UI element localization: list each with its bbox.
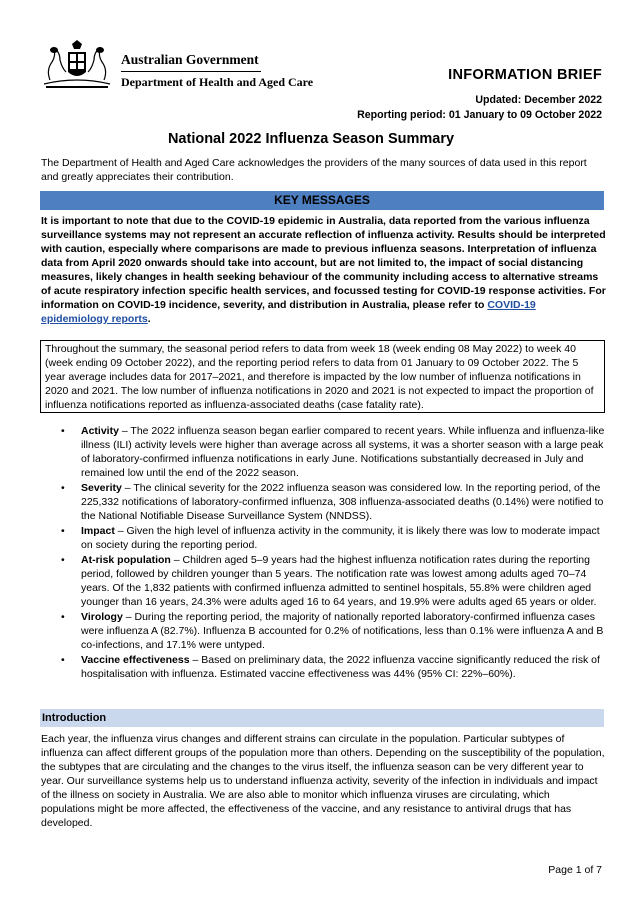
wordmark-rule (121, 71, 261, 72)
updated-date: Updated: December 2022 (475, 94, 602, 106)
bullet-label: Activity (81, 425, 119, 437)
bullet-label: Virology (81, 611, 123, 623)
page-number: Page 1 of 7 (548, 864, 602, 876)
key-messages-end: . (147, 313, 151, 325)
key-messages-heading: KEY MESSAGES (40, 191, 604, 210)
bullet-text: – The clinical severity for the 2022 influenza season was considered low. In the reporting period, of the 225,332 notifications of laboratory-confirmed influenza, 308 influenza-associated deaths (0.14%) were notified to the National Notifiable Disease Surveillance System (NNDSS). (81, 482, 604, 522)
bullet-icon: • (61, 482, 65, 494)
bullet-label: Impact (81, 525, 115, 537)
bullet-icon: • (61, 611, 65, 623)
introduction-text: Each year, the influenza virus changes and different strains can circulate in the population. Particular subtypes of influenza can affect different groups of the population more than others. Depending on the susceptibility of the population, the subtypes that are circulating and the changes to the virus itself, the influenza season can be very different year to year. Our surveillance systems help us to understand influenza activity, severity of the infection in individuals and impact of the illness on society in Australia. We are also able to monitor which influenza viruses are circulating, which populations might be more affected, the effectiveness of the vaccine, and any resistance to antiviral drugs that has developed. (41, 733, 605, 829)
bullet-text: – The 2022 influenza season began earlier compared to recent years. While influenza and influenza-like illness (ILI) activity levels were higher than average across all systems, it was a shorter season with a large peak of laboratory-confirmed influenza notifications in early June. Notifications substantially decreased in July and remained low until the end of the 2022 season. (81, 425, 605, 479)
list-item (61, 653, 606, 681)
reporting-period: Reporting period: 01 January to 09 October 2022 (357, 109, 602, 121)
introduction-heading: Introduction (40, 709, 604, 727)
doc-type: INFORMATION BRIEF (448, 67, 602, 83)
list-item (61, 553, 606, 609)
bullet-text: – Children aged 5–9 years had the highest influenza notification rates during the reporting period, followed by children younger than 5 years. The notification rate was lowest among adults aged 70–74 years. Of the 1,832 patients with confirmed influenza admitted to sentinel hospitals, 55.8% were children aged younger than 16 years, 24.3% were adults aged 16 to 64 years, and 19.9% were adults aged 65 years or older. (81, 554, 597, 608)
bullet-icon: • (61, 525, 65, 537)
list-item (61, 610, 606, 652)
page-title: National 2022 Influenza Season Summary (167, 131, 455, 147)
list-item (61, 424, 606, 480)
bullet-label: At-risk population (81, 554, 171, 566)
bullet-label: Vaccine effectiveness (81, 654, 190, 666)
bullet-label: Severity (81, 482, 122, 494)
coat-of-arms-logo (42, 40, 112, 88)
government-wordmark (121, 52, 313, 89)
bullet-icon: • (61, 425, 65, 437)
bullet-text: – Based on preliminary data, the 2022 influenza vaccine significantly reduced the risk of hospitalisation with influenza. Estimated vaccine effectiveness was 44% (95% CI: 22%–60%). (81, 654, 600, 680)
list-item (61, 524, 606, 552)
bullet-text: – Given the high level of influenza activity in the community, it is likely there was low to moderate impact on society during the reporting period. (81, 525, 600, 551)
bullet-icon: • (61, 554, 65, 566)
gov-line1: Australian Government (121, 52, 259, 67)
key-messages-text (41, 214, 606, 326)
summary-bullets (61, 424, 606, 682)
list-item (61, 481, 606, 523)
gov-line2: Department of Health and Aged Care (121, 75, 314, 89)
bullet-icon: • (61, 654, 65, 666)
seasonal-period-note: Throughout the summary, the seasonal period refers to data from week 18 (week ending 08 May 2022) to week 40 (week ending 09 October 2022), and the reporting period refers to data from 01 January to 09 October 2022. The 5 year average includes data for 2017–2021, and therefore is impacted by the low number of influenza notifications in 2020 and 2021. The low number of influenza notifications in 2020 and 2021 is not expected to impact the proportion of influenza notifications reported as influenza-associated deaths (case fatality rate). (40, 340, 605, 413)
acknowledgement: The Department of Health and Aged Care acknowledges the providers of the many sources of data used in this report and greatly appreciates their contribution. (41, 157, 587, 183)
key-messages-body: It is important to note that due to the COVID-19 epidemic in Australia, data reported from the various influenza surveillance systems may not represent an accurate reflection of influenza activity. Results should be interpreted with caution, especially where comparisons are made to previous influenza seasons. Interpretation of influenza data from April 2020 onwards should take into account, but are not limited to, the impact of social distancing measures, likely changes in health seeking behaviour of the community including access to alternative streams of acute respiratory infection specific health services, and focussed testing for COVID-19 response activities. For information on COVID-19 incidence, severity, and distribution in Australia, please refer to (41, 215, 606, 311)
bullet-text: – During the reporting period, the majority of nationally reported laboratory-confirmed influenza cases were influenza A (82.7%). Influenza B accounted for 0.2% of notifications, less than 0.1% were influenza A and B co-infections, and 17.1% were untyped. (81, 611, 604, 651)
covid-epidemiology-link[interactable]: COVID-19 epidemiology reports (41, 299, 536, 325)
